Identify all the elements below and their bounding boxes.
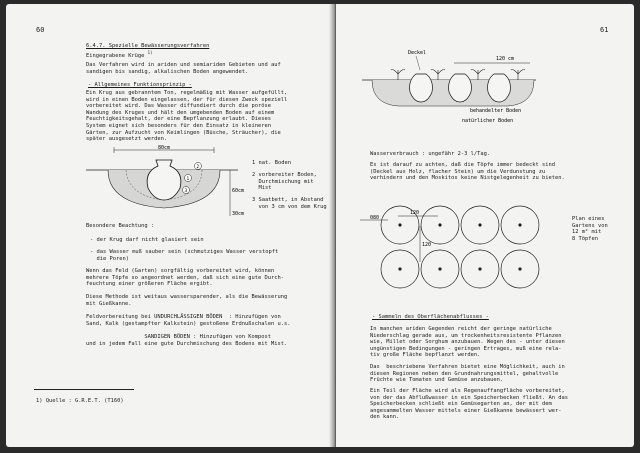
legend-line: 2 vorbereiter Boden, (252, 172, 317, 178)
principle-line: Feuchtigkeitsgehalt, der eine Bepflanzung erlaubt. Dieses (86, 116, 271, 123)
section-heading: 6.4.7. Spezielle Bewässerungsverfahren (86, 43, 210, 49)
section2-line: In manchen ariden Gegenden reicht der geringe natürliche (370, 326, 552, 332)
lid-label: Deckel (408, 50, 427, 56)
pot-icon (488, 74, 511, 102)
advice-line: (Deckel aus Holz, flacher Stein) um die Verdunstung zu (370, 168, 546, 175)
section2-line: angesammelten Wasser mittels einer Gießkanne bewässert wer- (370, 407, 562, 414)
plan-caption-line: Plan eines (572, 216, 605, 222)
page-number: 60 (36, 26, 45, 34)
body-line: mit Gießkanne. (86, 301, 132, 307)
section2-line: Das beschriebene Verfahren bietet eine Möglichkeit, auch in (370, 364, 565, 370)
dim-side-label: 120 (422, 242, 432, 248)
intro-line-2: sandigen bis sandig, alkalischen Boden angewendet. (86, 69, 249, 75)
body-line: Diese Methode ist weitaus wassersparender, als die Bewässerung (86, 294, 288, 301)
body-line: Sand, Kalk (gestampfter Kalkstein) gestoßene Erdnußschalen u.s. (86, 320, 291, 327)
note-line: - das Wasser muß sauber sein (schmutziges Wasser verstopft (90, 249, 279, 255)
footnote-rule (34, 389, 134, 390)
legend-line: Mist (252, 185, 272, 192)
width-label: 80cm (158, 145, 171, 151)
principle-heading: - Allgemeines Funktionsprinzip - (88, 82, 192, 88)
treated-soil-label: behandelter Boden (470, 108, 522, 114)
principle-line: wird in einen Boden eingelassen, der für diesen Zweck speziell (86, 96, 288, 103)
marker-2: 2 (196, 165, 200, 170)
advice-line: verhindern und den Moskitos keine Nistgelegenheit zu bieten. (370, 175, 565, 182)
principle-line: später ausgesetzt werden. (86, 136, 168, 143)
plan-outline (381, 206, 539, 288)
notes-heading: Besondere Beachtung : (86, 223, 155, 229)
distance-label: 120 cm (496, 56, 515, 62)
principle-line: System eignet sich besonders für den Einsatz in kleineren (86, 123, 271, 129)
footnote: 1) Quelle : G.R.E.T. (T160) (36, 398, 124, 404)
garden-cross-section (358, 46, 538, 130)
legend-line: 3 Saatbett, in Abstand (252, 197, 324, 203)
section2-heading: - Sammeln des Oberflächenabflusses - (372, 314, 489, 320)
section2-line: Speicherbecken schließt ein Gemüsegarten an, der mit dem (370, 401, 552, 408)
marker-1: 1 (186, 177, 190, 182)
left-page (6, 4, 334, 447)
subheading: Eingegrabene Krüge $^{1)}$ (86, 50, 153, 59)
plan-caption-line: 8 Töpfen (572, 235, 598, 242)
section2-line: Niederschlag gerade aus, um trockenheitsresistente Pflanzen (370, 332, 562, 339)
principle-line: Ein Krug aus gebranntem Ton, regelmäßig mit Wasser aufgefüllt, (86, 90, 288, 96)
body-line: und in jedem Fall eine gute Durchmischung des Bodens mit Mist. (86, 340, 288, 347)
depth-label: 60cm (232, 188, 245, 194)
body-line: mehrere Töpfe so angeordnet werden, daß sich eine gute Durch- (86, 274, 284, 281)
pot-icon (449, 74, 472, 102)
body-line: Wenn das Feld (Garten) sorgfältig vorbereitet wird, können (86, 268, 275, 274)
body-line: Feldvorbereitung bei UNDURCHLÄSSIGEN BÖDEN : Hinzufügen von (86, 314, 281, 321)
legend-line: von 3 cm von dem Krug (252, 203, 327, 210)
dim-top-label: 120 (410, 210, 420, 216)
section2-line: diesen Regionen neben den Grundnahrungsmittel, gehaltvolle (370, 370, 559, 377)
section2-line: von der das Abflußwasser in ein Speicherbecken fließt. An das (370, 394, 568, 401)
bottom-label: 30cm (232, 211, 245, 217)
right-page (336, 4, 634, 447)
garden-plan (358, 192, 556, 302)
note-line: die Poren) (90, 255, 129, 262)
water-consumption: Wasserverbrauch : ungefähr 2-3 l/Tag. (370, 151, 491, 157)
section2-line: wie, Millet oder Sorghum anzubauen. Wegen des - unter diesen (370, 339, 565, 346)
plan-caption-line: 12 m² mit (572, 229, 602, 236)
jar-icon (147, 160, 181, 200)
section2-line: den kann. (370, 414, 400, 421)
note-line: - der Krug darf nicht glasiert sein (90, 237, 204, 243)
pot-markers (398, 223, 521, 270)
advice-line: Es ist darauf zu achten, daß die Töpfe immer bedeckt sind (370, 162, 555, 168)
legend-line: Durchmischung mit (252, 178, 314, 185)
body-line: feuchtung einer größeren Fläche ergibt. (86, 281, 213, 288)
section2-line: tiv große Fläche bepflanzt werden. (370, 352, 481, 359)
body-line: SANDIGEN BÖDEN : Hinzufügen von Kompost (86, 334, 271, 340)
buried-jar-cross-section (86, 144, 248, 219)
section2-line: ungünstigen Bedingungen - geringen Ertrages, muß eine rela- (370, 345, 562, 352)
pot-icon (410, 74, 433, 102)
section2-line: Früchte wie Tomaten und Gemüse anzubauen. (370, 377, 504, 384)
natural-soil-label: natürlicher Boden (462, 118, 514, 124)
plan-caption-line: Gartens von (572, 222, 608, 229)
principle-line: Wandung des Kruges und hält den umgebenden Boden auf einem (86, 109, 275, 116)
section2-line: Ein Teil der Fläche wird als Regenauffangfläche vorbereitet, (370, 388, 565, 394)
principle-line: Gärten, zur Aufzucht von Keimlingen (Büsche, Sträucher), die (86, 129, 281, 136)
page-number: 61 (600, 26, 609, 34)
principle-line: vorbereitet wird. Das Wasser diffundiert durch die poröse (86, 103, 271, 110)
marker-3: 3 (184, 189, 188, 194)
dim-left-label: 080 (370, 215, 380, 221)
legend-line: 1 nat. Boden (252, 160, 291, 166)
intro-line-1: Das Verfahren wird in ariden und semiariden Gebieten und auf (86, 62, 281, 68)
